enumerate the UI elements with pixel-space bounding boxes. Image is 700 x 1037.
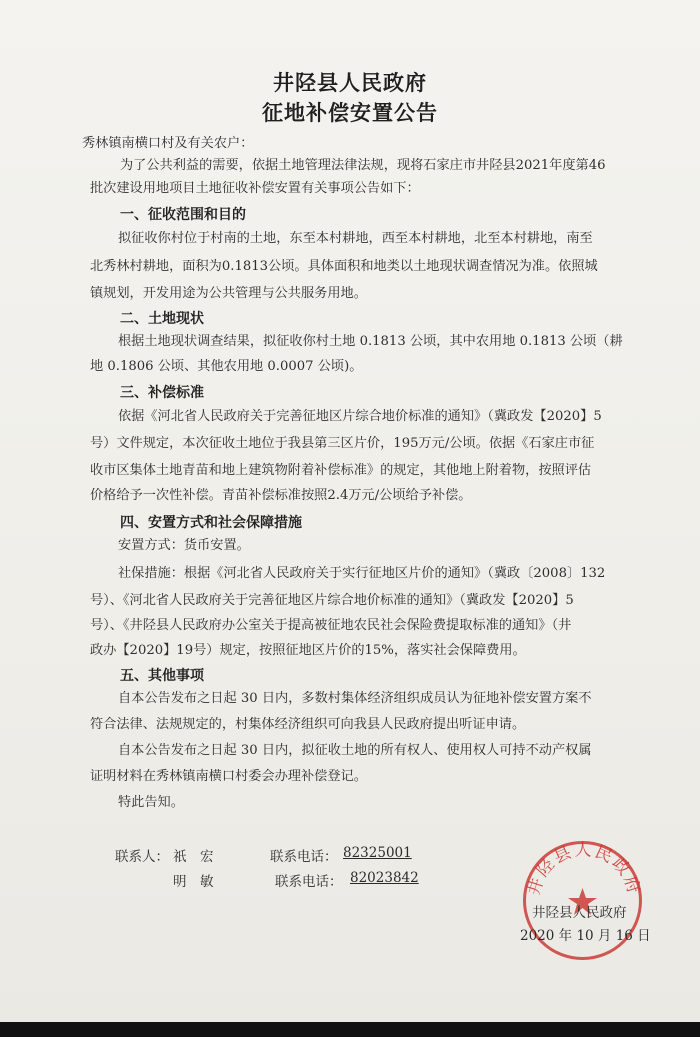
issuer-signature: 井陉县人民政府 (532, 905, 627, 921)
section-line: 证明材料在秀林镇南横口村委会办理补偿登记。 (90, 769, 367, 784)
section-heading: 五、其他事项 (120, 668, 204, 684)
section-line: 价格给予一次性补偿。青苗补偿标准按照2.4万元/公顷给予补偿。 (90, 488, 472, 503)
contact-phone: 82325001 (343, 845, 412, 861)
contact-phone: 82023842 (350, 870, 419, 886)
intro-line: 批次建设用地项目土地征收补偿安置有关事项公告如下： (90, 181, 420, 196)
section-line: 特此告知。 (118, 795, 184, 810)
section-line: 自本公告发布之日起 30 日内，拟征收土地的所有权人、使用权人可持不动产权属 (118, 743, 592, 758)
section-line: 北秀林村耕地，面积为0.1813公顷。具体面积和地类以土地现状调查情况为准。依照城 (90, 259, 598, 274)
svg-text:井陉县人民政府 (524, 841, 644, 898)
section-heading: 三、补偿标准 (120, 385, 204, 401)
section-line: 根据土地现状调查结果，拟征收你村土地 0.1813 公顷，其中农用地 0.1813 公顷（耕 (118, 334, 623, 349)
section-line: 拟征收你村位于村南的土地，东至本村耕地，西至本村耕地，北至本村耕地，南至 (118, 231, 593, 246)
addressee: 秀林镇南横口村及有关农户： (82, 136, 254, 151)
section-heading: 一、征收范围和目的 (120, 207, 246, 223)
section-line: 号）文件规定，本次征收土地位于我县第三区片价，195万元/公顷。依据《石家庄市征 (90, 436, 595, 451)
section-line: 符合法律、法规规定的，村集体经济组织可向我县人民政府提出听证申请。 (90, 717, 526, 732)
contact-phone-label: 联系电话： (270, 849, 338, 865)
section-line: 收市区集体土地青苗和地上建筑物附着补偿标准》的规定，其他地上附着物，按照评估 (90, 463, 592, 478)
bottom-edge (0, 1022, 700, 1037)
section-line: 镇规划，开发用途为公共管理与公共服务用地。 (90, 286, 367, 301)
title-line-2: 征地补偿安置公告 (262, 101, 438, 125)
section-line: 地 0.1806 公顷、其他农用地 0.0007 公顷)。 (90, 359, 363, 374)
contact-label: 联系人： (115, 849, 169, 865)
issue-date: 2020 年 10 月 16 日 (520, 928, 651, 944)
section-line: 政办【2020】19号）规定，按照征地区片价的15%，落实社会保障费用。 (90, 643, 526, 658)
intro-line: 为了公共利益的需要，依据土地管理法律法规，现将石家庄市井陉县2021年度第46 (120, 158, 606, 173)
contact-name: 祇 宏 (173, 849, 214, 865)
section-line: 社保措施：根据《河北省人民政府关于实行征地区片价的通知》（冀政〔2008〕132 (118, 566, 606, 581)
section-heading: 四、安置方式和社会保障措施 (120, 515, 302, 531)
contact-phone-label: 联系电话： (275, 874, 343, 890)
contact-name: 明 敏 (173, 874, 214, 890)
section-line: 依据《河北省人民政府关于完善征地区片综合地价标准的通知》（冀政发【2020】5 (118, 409, 602, 424)
section-line: 自本公告发布之日起 30 日内，多数村集体经济组织成员认为征地补偿安置方案不 (118, 691, 592, 706)
section-line: 安置方式：货币安置。 (118, 538, 250, 553)
title-line-1: 井陉县人民政府 (273, 71, 427, 95)
seal-text: 井陉县人民政府 (523, 840, 645, 898)
section-line: 号）、《河北省人民政府关于完善征地区片综合地价标准的通知》（冀政发【2020】5 (90, 593, 574, 608)
section-heading: 二、土地现状 (120, 311, 204, 327)
section-line: 号）、《井陉县人民政府办公室关于提高被征地农民社会保险费提取标准的通知》（井 (90, 618, 572, 633)
